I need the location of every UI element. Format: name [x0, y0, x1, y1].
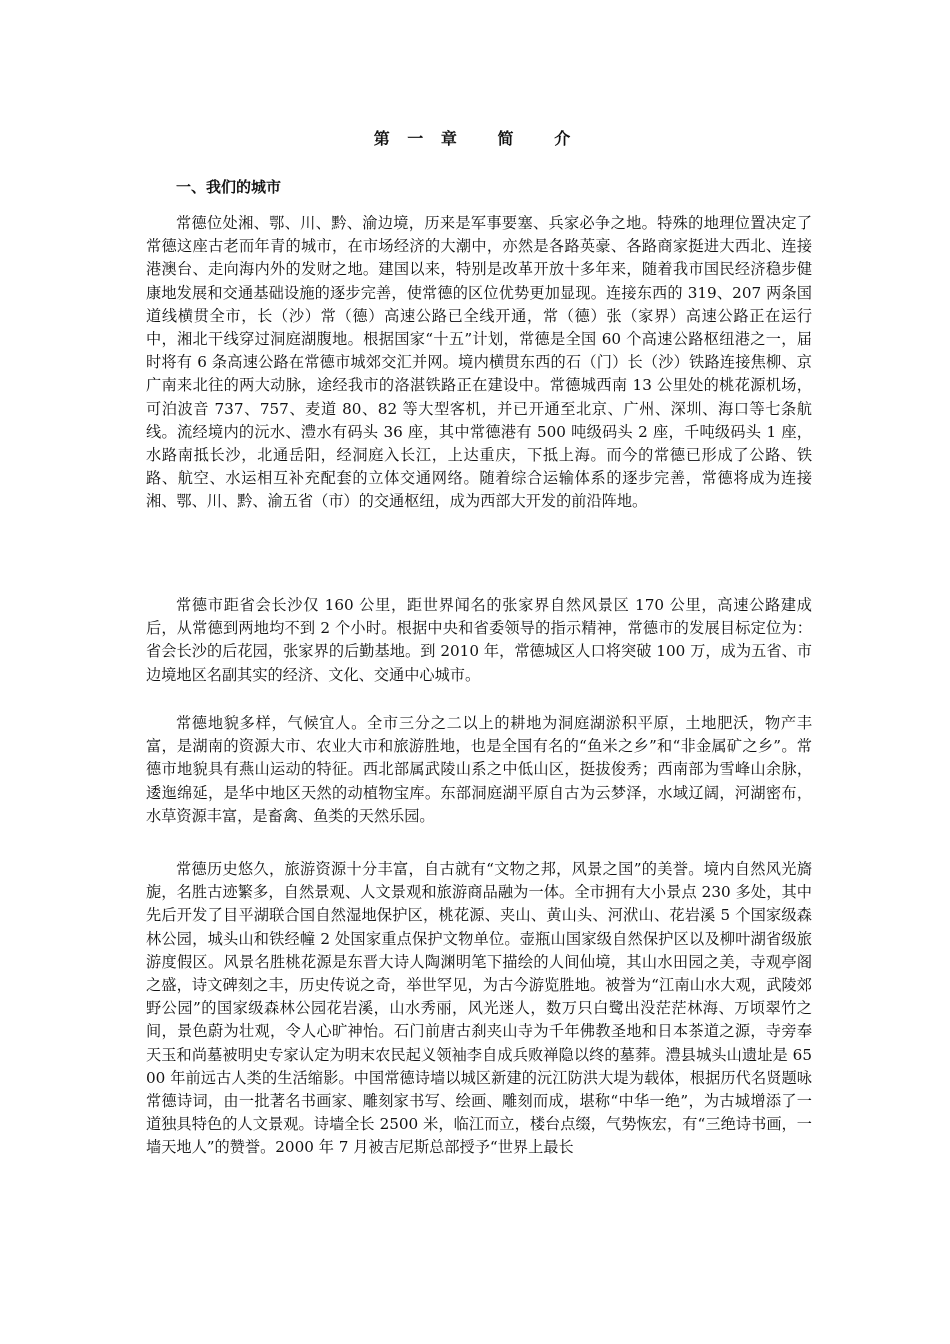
body-paragraph: 常德地貌多样，气候宜人。全市三分之二以上的耕地为洞庭湖淤积平原，土地肥沃，物产丰富，是湖南的资源大市、农业大市和旅游胜地，也是全国有名的“鱼米之乡”和“非金属矿之乡”。常德市地貌具有燕山运动的特征。西北部属武陵山系之中低山区，挺拔俊秀；西南部为雪峰山余脉，逶迤绵延，是华中地区天然的动植物宝库。东部洞庭湖平原自古为云梦泽，水域辽阔，河湖密布，水草资源丰富，是畜禽、鱼类的天然乐园。 — [146, 714, 812, 825]
body-paragraph: 常德历史悠久，旅游资源十分丰富，自古就有“文物之邦，风景之国”的美誉。境内自然风光旖旎，名胜古迹繁多，自然景观、人文景观和旅游商品融为一体。全市拥有大小景点 230 多处，其中先后开发了目平湖联合国自然湿地保护区，桃花源、夹山、黄山头、河洑山、花岩溪 5 个国家级森林公园，城头山和铁经幢 2 处国家重点保护文物单位。壶瓶山国家级自然保护区以及柳叶湖省级旅游度假区。风景名胜桃花源是东晋大诗人陶渊明笔下描绘的人间仙境，其山水田园之美，寺观亭阁之盛，诗文碑刻之丰，历史传说之奇，举世罕见，为古今游览胜地。被誉为“江南山水大观，武陵郊野公园”的国家级森林公园花岩溪，山水秀丽，风光迷人，数万只白鹭出没茫茫林海、万顷翠竹之间，景色蔚为壮观，令人心旷神怡。石门前唐古刹夹山寺为千年佛教圣地和日本茶道之源，寺旁奉天玉和尚墓被明史专家认定为明末农民起义领袖李自成兵败禅隐以终的墓葬。澧县城头山遗址是 6500 年前远古人类的生活缩影。中国常德诗墙以城区新建的沅江防洪大堤为载体，根据历代名贤题咏常德诗词，由一批著名书画家、雕刻家书写、绘画、雕刻而成，堪称“中华一绝”，为古城增添了一道独具特色的人文景观。诗墙全长 2500 米，临江而立，楼台点缀，气势恢宏，有“三绝诗书画，一墙天地人”的赞誉。2000 年 7 月被吉尼斯总部授予“世界上最长 — [146, 860, 812, 1157]
chapter-title: 第 一 章 简 介 — [373, 129, 577, 148]
section-heading: 一、我们的城市 — [176, 178, 282, 196]
body-paragraph: 常德市距省会长沙仅 160 公里，距世界闻名的张家界自然风景区 170 公里，高速公路建成后，从常德到两地均不到 2 个小时。根据中央和省委领导的指示精神，常德市的发展目标定位为：省会长沙的后花园，张家界的后勤基地。到 2010 年，常德城区人口将突破 100 万，成为五省、市边境地区名副其实的经济、文化、交通中心城市。 — [146, 596, 812, 684]
body-paragraph: 常德位处湘、鄂、川、黔、渝边境，历来是军事要塞、兵家必争之地。特殊的地理位置决定了常德这座古老而年青的城市，在市场经济的大潮中，亦然是各路英豪、各路商家挺进大西北、连接港澳台、走向海内外的发财之地。建国以来，特别是改革开放十多年来，随着我市国民经济稳步健康地发展和交通基础设施的逐步完善，使常德的区位优势更加显现。连接东西的 319、207 两条国道线横贯全市，长（沙）常（德）高速公路已全线开通，常（德）张（家界）高速公路正在运行中，湘北干线穿过洞庭湖腹地。根据国家“十五”计划，常德是全国 60 个高速公路枢纽港之一，届时将有 6 条高速公路在常德市城郊交汇并网。境内横贯东西的石（门）长（沙）铁路连接焦柳、京广南来北往的两大动脉，途经我市的洛湛铁路正在建设中。常德城西南 13 公里处的桃花源机场，可泊波音 737、757、麦道 80、82 等大型客机，并已开通至北京、广州、深圳、海口等七条航线。流经境内的沅水、澧水有码头 36 座，其中常德港有 500 吨级码头 2 座，千吨级码头 1 座，水路南抵长沙，北通岳阳，经洞庭入长江，上达重庆，下抵上海。而今的常德已形成了公路、铁路、航空、水运相互补充配套的立体交通网络。随着综合运输体系的逐步完善，常德将成为连接湘、鄂、川、黔、渝五省（市）的交通枢纽，成为西部大开发的前沿阵地。 — [146, 214, 812, 511]
